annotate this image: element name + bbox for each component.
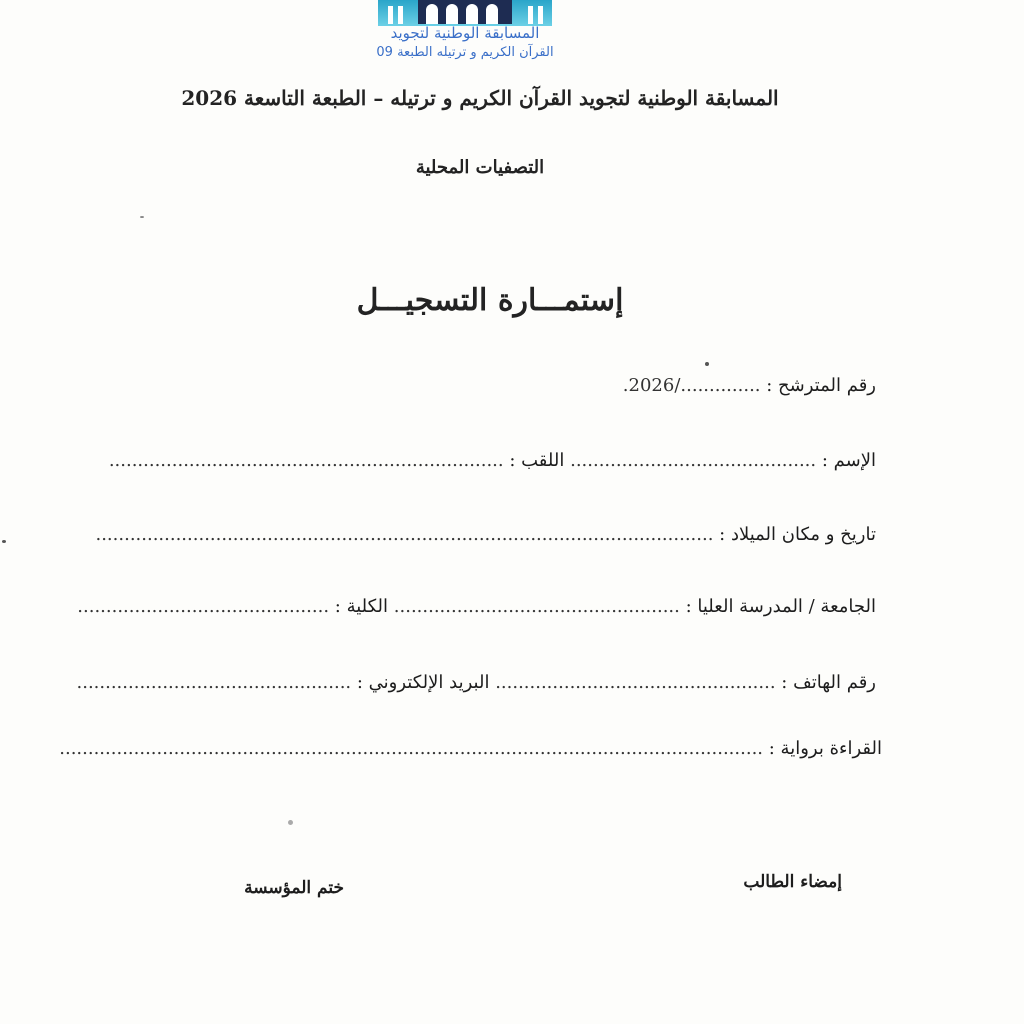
birth-date-place-field[interactable]: ............................................................................................................ (95, 524, 714, 545)
birth-date-place-label: تاريخ و مكان الميلاد : (719, 524, 876, 545)
scan-speck (140, 216, 144, 218)
student-signature-label: إمضاء الطالب (743, 872, 842, 892)
email-label: البريد الإلكتروني : (356, 672, 490, 693)
form-title: إستمـــارة التسجيـــل (356, 283, 624, 318)
competition-title: المسابقة الوطنية لتجويد القرآن الكريم و ترتيله – الطبعة التاسعة 2026 (181, 86, 779, 110)
phone-label: رقم الهاتف : (781, 672, 876, 693)
scan-speck (288, 820, 293, 825)
faculty-field[interactable]: ............................................ (77, 596, 330, 617)
last-name-field[interactable]: ..................................................................... (108, 450, 504, 471)
university-field[interactable]: .................................................. (393, 596, 680, 617)
candidate-number-field[interactable]: ............../2026. (622, 375, 761, 396)
competition-logo (360, 0, 570, 68)
faculty-label: الكلية : (334, 596, 389, 617)
institution-stamp-label: ختم المؤسسة (244, 878, 344, 898)
scan-speck (2, 540, 6, 543)
reading-row (59, 738, 882, 759)
birth-row (95, 524, 876, 545)
local-qualifiers-subtitle: التصفيات المحلية (415, 157, 545, 178)
mosque-arches-icon (378, 0, 552, 26)
candidate-number-row (623, 375, 876, 396)
name-row (109, 450, 876, 471)
first-name-label: الإسم : (821, 450, 876, 471)
email-field[interactable]: ................................................ (76, 672, 352, 693)
reading-narration-label: القراءة برواية : (768, 738, 882, 759)
contact-row (77, 672, 877, 693)
reading-narration-field[interactable]: ........................................................................................................................... (59, 738, 764, 759)
university-label: الجامعة / المدرسة العليا : (685, 596, 876, 617)
logo-title-line: المسابقة الوطنية لتجويد (390, 24, 540, 42)
last-name-label: اللقب : (509, 450, 565, 471)
logo-edition-line: القرآن الكريم و ترتيله الطبعة 09 (376, 45, 554, 60)
first-name-field[interactable]: ........................................... (570, 450, 817, 471)
phone-field[interactable]: ................................................. (495, 672, 776, 693)
scan-speck (705, 362, 709, 366)
candidate-number-label: رقم المترشح : (766, 375, 876, 396)
university-row (77, 596, 876, 617)
